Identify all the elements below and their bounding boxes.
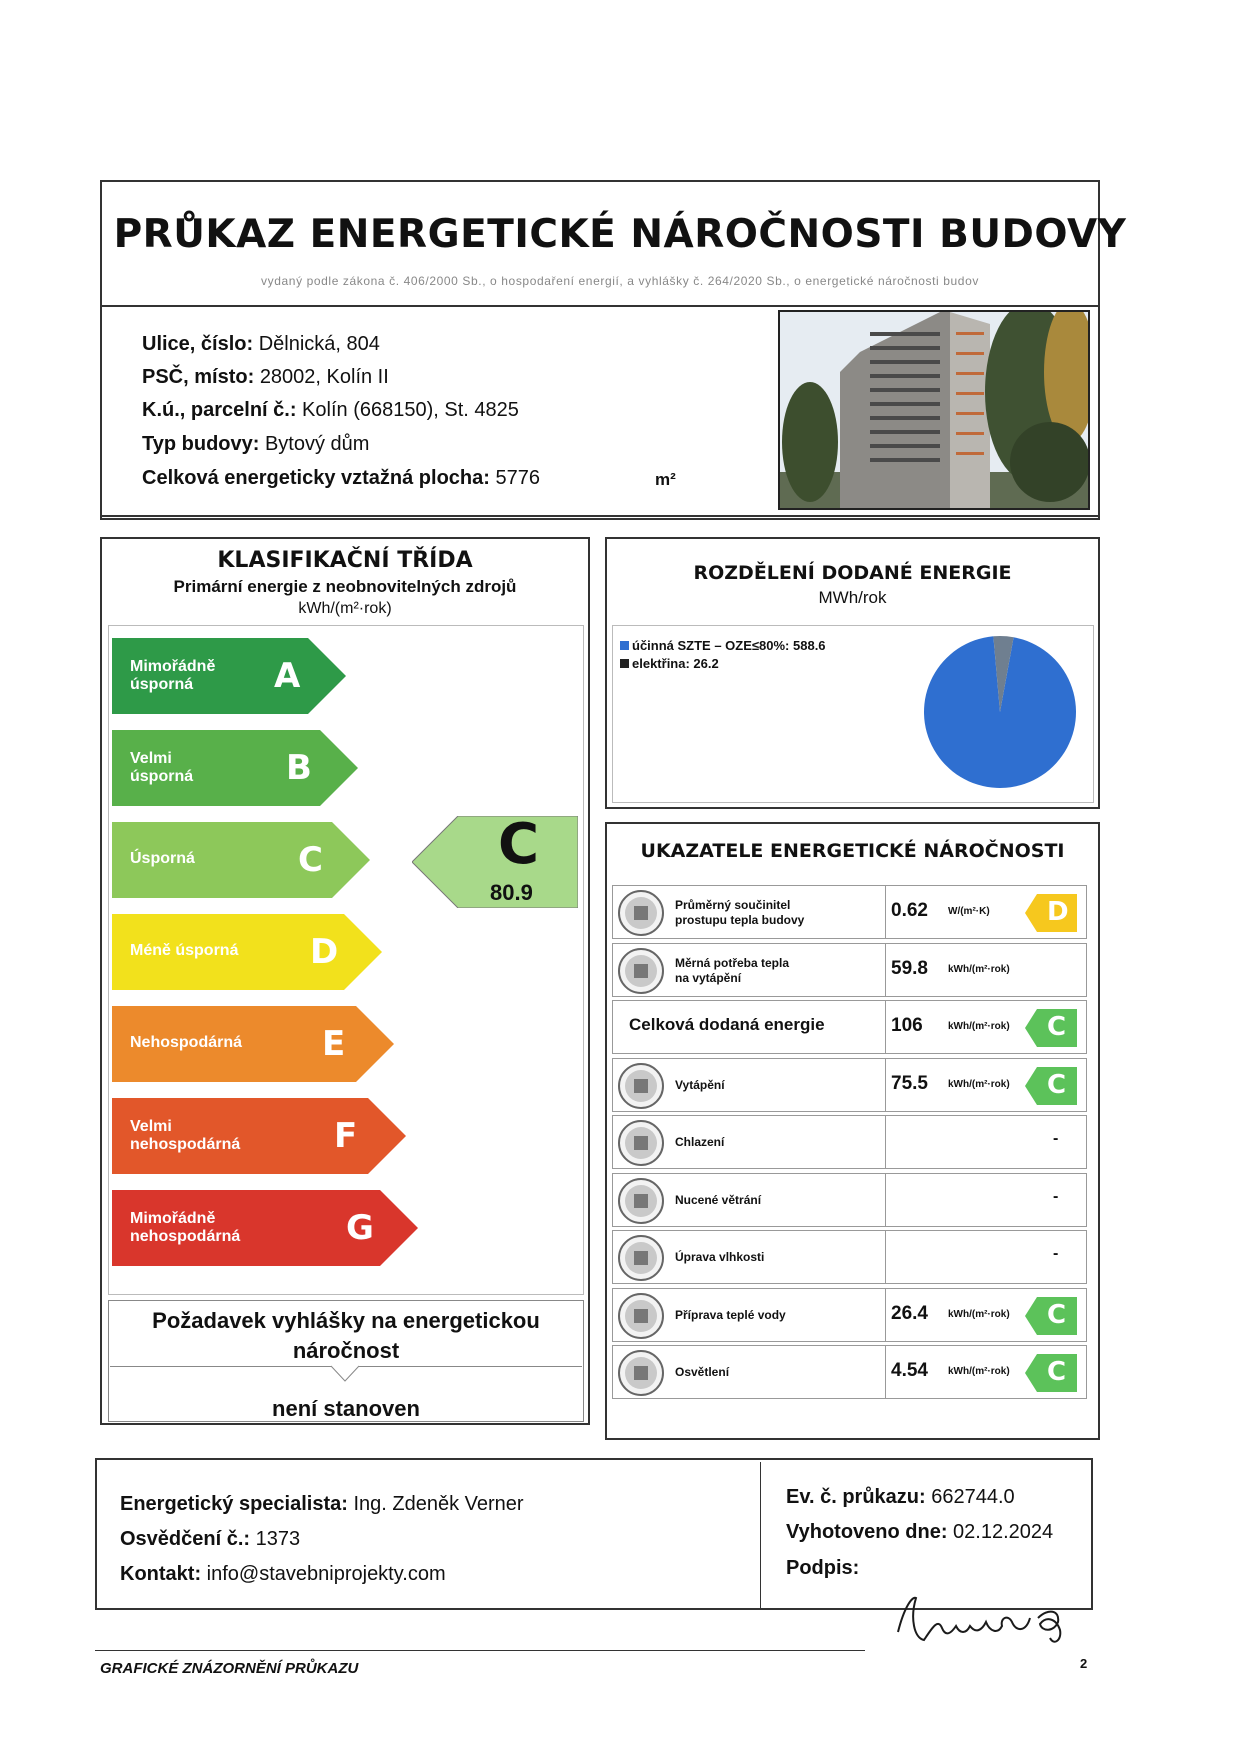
indicator-separator [885,886,886,938]
contact-label: Kontakt: [120,1563,202,1585]
classification-title: KLASIFIKAČNÍ TŘÍDA [217,548,473,573]
class-arrow-e [112,1006,394,1082]
indicator-dash: - [1053,1188,1059,1205]
house-icon [618,890,664,936]
class-letter: D [310,932,339,972]
indicator-separator [885,1231,886,1283]
class-label: Méně úsporná [130,942,239,959]
indicator-class-letter: C [1047,1070,1067,1100]
page-number: 2 [1080,1656,1088,1671]
indicator-class-badge [1025,894,1077,932]
indicator-dash: - [1053,1130,1059,1147]
type-row [142,433,369,456]
indicator-row [612,885,1087,939]
indicator-unit: kWh/(m²·rok) [948,1309,1010,1320]
indicator-class-letter: C [1047,1012,1067,1042]
date-label: Vyhotoveno dne: [786,1521,948,1543]
humidity-icon [618,1235,664,1281]
indicator-name: Průměrný součinitel [675,898,791,912]
indicator-class-letter: C [1047,1357,1067,1387]
indicator-separator [885,1174,886,1226]
legend-swatch-szte [620,641,629,650]
legend-item-szte [620,638,826,653]
indicator-class-badge [1025,1354,1077,1392]
class-letter: C [298,840,323,880]
indicator-row [612,1288,1087,1342]
indicator-row [612,1230,1087,1284]
indicator-value: 0.62 [891,900,928,921]
legend-item-electricity [620,656,719,671]
area-value: 5776 [495,467,540,489]
area-row [142,467,540,490]
indicator-separator [885,1346,886,1398]
indicator-class-badge [1025,1009,1077,1047]
requirement-title: Požadavek vyhlášky na energetickou náročnost [152,1308,540,1363]
heating-need-icon [618,948,664,994]
specialist-value: Ing. Zdeněk Verner [353,1493,524,1515]
thermometer-cold-icon [618,1120,664,1166]
type-label: Typ budovy: [142,433,260,455]
class-label-line2: úsporná [130,768,194,785]
class-label: Úsporná [130,850,195,867]
footer-rule [95,1650,865,1651]
indicator-value: 26.4 [891,1303,928,1324]
area-label: Celková energeticky vztažná plocha: [142,467,490,489]
class-label: Mimořádně [130,658,216,675]
indicator-unit: W/(m²·K) [948,906,990,917]
legend-label-electricity: elektřina: 26.2 [632,656,719,671]
indicator-value: 59.8 [891,958,928,979]
fan-icon [618,1178,664,1224]
indicator-unit: kWh/(m²·rok) [948,1079,1010,1090]
indicator-name-line2: prostupu tepla budovy [675,913,805,927]
city-value: 28002, Kolín II [259,366,389,388]
class-arrow-a [112,638,346,714]
indicator-class-letter: C [1047,1300,1067,1330]
indicator-value: 75.5 [891,1073,928,1094]
certificate-value: 1373 [255,1528,301,1550]
indicator-separator [885,1001,886,1053]
signature [890,1588,1100,1660]
indicator-name: Osvětlení [675,1365,730,1379]
city-row [142,366,389,389]
indicator-row [612,943,1087,997]
signature-label: Podpis: [786,1557,860,1579]
parcel-label: K.ú., parcelní č.: [142,399,297,421]
thermometer-hot-icon [618,1063,664,1109]
requirement-chevron-icon [330,1365,360,1383]
indicator-name: Úprava vlhkosti [675,1250,765,1264]
area-unit: m² [655,470,676,489]
indicator-class-badge [1025,1067,1077,1105]
current-class-value: 80.9 [490,880,533,905]
date-value: 02.12.2024 [953,1521,1054,1543]
class-label-line2: nehospodárná [130,1228,241,1245]
indicator-separator [885,944,886,996]
energy-split-title: ROZDĚLENÍ DODANÉ ENERGIE [693,562,1012,584]
classification-unit: kWh/(m²·rok) [298,600,392,617]
class-label: Velmi [130,750,172,767]
legend-label-szte: účinná SZTE – OZE≤80%: 588.6 [632,638,826,653]
indicator-name: Vytápění [675,1078,725,1092]
signature-drawing [890,1588,1100,1660]
indicator-row [612,1345,1087,1399]
building-photo [778,310,1090,510]
indicator-row [612,1000,1087,1054]
energy-split-pie [922,634,1078,790]
requirement-value: není stanoven [272,1396,420,1421]
contact-row [120,1563,446,1586]
indicator-row [612,1115,1087,1169]
parcel-row [142,399,519,422]
faucet-icon [618,1293,664,1339]
current-class-indicator [412,812,578,908]
indicator-name-line2: na vytápění [675,971,742,985]
class-arrow-c [112,822,370,898]
street-row [142,333,380,356]
page-title: PRŮKAZ ENERGETICKÉ NÁROČNOSTI BUDOVY [113,212,1127,257]
indicator-name: Chlazení [675,1135,725,1149]
class-label-line2: nehospodárná [130,1136,241,1153]
certificate-label: Osvědčení č.: [120,1528,251,1550]
class-arrow-b [112,730,358,806]
class-arrow-d [112,914,382,990]
parcel-value: Kolín (668150), St. 4825 [302,399,519,421]
footer-divider [760,1462,761,1608]
specialist-label: Energetický specialista: [120,1493,348,1515]
specialist-row [120,1493,524,1516]
ev-value: 662744.0 [931,1486,1015,1508]
certificate-row [120,1528,300,1551]
city-label: PSČ, místo: [142,366,255,388]
indicator-name: Celková dodaná energie [629,1015,825,1034]
page-label: GRAFICKÉ ZNÁZORNĚNÍ PRŮKAZU [100,1660,359,1677]
indicator-name: Nucené větrání [675,1193,762,1207]
class-label: Nehospodárná [130,1034,243,1051]
indicator-value: 106 [891,1015,923,1036]
indicator-separator [885,1289,886,1341]
energy-split-unit: MWh/rok [818,588,887,607]
class-letter: A [274,656,301,696]
street-label: Ulice, číslo: [142,333,254,355]
contact-value: info@stavebniprojekty.com [206,1563,446,1585]
class-letter: E [322,1024,346,1064]
indicator-value: 4.54 [891,1360,928,1381]
indicator-separator [885,1059,886,1111]
indicator-name: Měrná potřeba tepla [675,956,790,970]
indicator-class-letter: D [1047,897,1069,927]
indicator-unit: kWh/(m²·rok) [948,964,1010,975]
ev-label: Ev. č. průkazu: [786,1486,926,1508]
indicator-unit: kWh/(m²·rok) [948,1366,1010,1377]
page-subtitle: vydaný podle zákona č. 406/2000 Sb., o hospodaření energií, a vyhlášky č. 264/2020 Sb., o energetické náročnosti budov [261,274,979,288]
indicator-class-badge [1025,1297,1077,1335]
indicator-row [612,1173,1087,1227]
street-value: Dělnická, 804 [258,333,380,355]
indicator-separator [885,1116,886,1168]
legend-swatch-electricity [620,659,629,668]
class-arrow-f [112,1098,406,1174]
indicator-dash: - [1053,1245,1059,1262]
class-label: Mimořádně [130,1210,216,1227]
class-label: Velmi [130,1118,172,1135]
current-class-letter: C [498,812,540,877]
class-label-line2: úsporná [130,676,194,693]
class-letter: B [286,748,312,788]
class-letter: G [346,1208,374,1248]
type-value: Bytový dům [264,433,370,455]
ev-row [786,1486,1015,1509]
indicator-row [612,1058,1087,1112]
indicators-title: UKAZATELE ENERGETICKÉ NÁROČNOSTI [640,840,1065,862]
indicator-unit: kWh/(m²·rok) [948,1021,1010,1032]
class-arrow-g [112,1190,418,1266]
date-row [786,1521,1053,1544]
classification-subtitle: Primární energie z neobnovitelných zdrojů [173,577,517,596]
indicator-name: Příprava teplé vody [675,1308,786,1322]
class-letter: F [334,1116,358,1156]
bulb-icon [618,1350,664,1396]
